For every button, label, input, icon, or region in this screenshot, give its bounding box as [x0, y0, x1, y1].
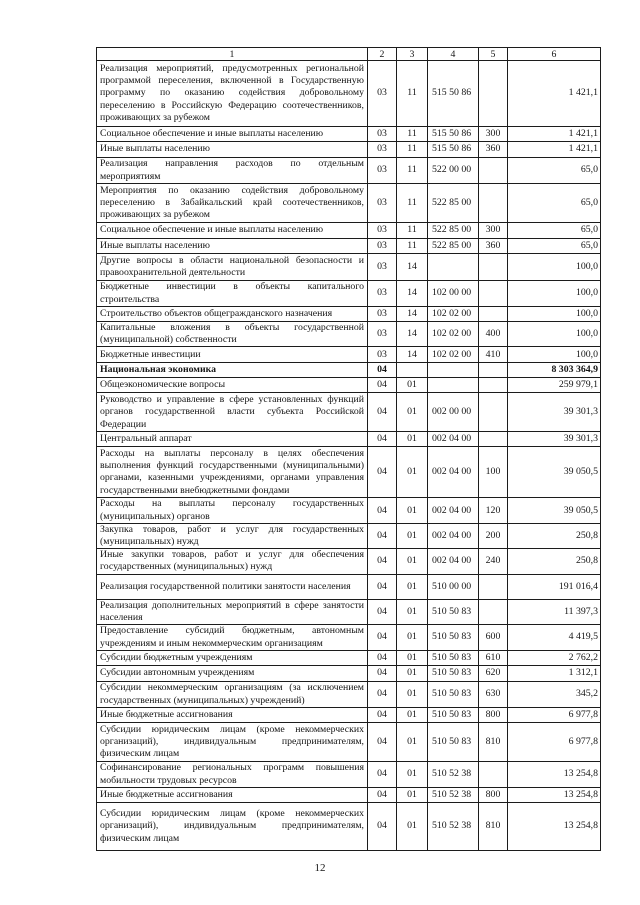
- row-section: 04: [368, 432, 397, 447]
- row-amount: 2 762,2: [508, 651, 601, 666]
- row-description: Иные бюджетные ассигнования: [97, 708, 368, 723]
- row-amount: 1 421,1: [508, 142, 601, 158]
- row-amount: 39 050,5: [508, 447, 601, 498]
- row-description: Социальное обеспечение и иные выплаты населению: [97, 223, 368, 239]
- row-section: 03: [368, 223, 397, 239]
- row-subsection: 11: [397, 142, 428, 158]
- row-description: Мероприятия по оказанию содействия добровольному переселению в Забайкальский край соотечественников, проживающих за рубежом: [97, 184, 368, 223]
- row-section: 04: [368, 708, 397, 723]
- header-col-6: 6: [508, 48, 601, 61]
- row-section: 04: [368, 762, 397, 788]
- row-amount: 65,0: [508, 223, 601, 239]
- row-target-article: 510 52 38: [428, 788, 479, 803]
- table-row: [97, 762, 601, 788]
- row-subsection: 14: [397, 307, 428, 322]
- row-amount: 1 312,1: [508, 666, 601, 682]
- table-row: [97, 239, 601, 254]
- row-description: Расходы на выплаты персоналу в целях обеспечения выполнения функций государственными (муниципальными) органами, казенными учреждениями, органами управления государственными внебюджетными фондами: [97, 447, 368, 498]
- row-amount: 259 979,1: [508, 378, 601, 393]
- row-section: 04: [368, 723, 397, 762]
- row-section: 03: [368, 322, 397, 347]
- row-expense-type: [479, 762, 508, 788]
- row-description: Предоставление субсидий бюджетным, автономным учреждениям и иным некоммерческим организациям: [97, 625, 368, 651]
- row-amount: 100,0: [508, 322, 601, 347]
- row-target-article: 102 02 00: [428, 322, 479, 347]
- row-expense-type: [479, 184, 508, 223]
- table-row: [97, 127, 601, 142]
- row-expense-type: 200: [479, 523, 508, 548]
- row-expense-type: [479, 363, 508, 378]
- row-section: 04: [368, 393, 397, 432]
- row-expense-type: 120: [479, 498, 508, 523]
- row-amount: 13 254,8: [508, 803, 601, 851]
- row-subsection: [397, 363, 428, 378]
- row-target-article: 510 50 83: [428, 625, 479, 651]
- row-target-article: 510 50 83: [428, 666, 479, 682]
- row-description: Реализация государственной политики занятости населения: [97, 574, 368, 599]
- row-subsection: 14: [397, 281, 428, 307]
- row-description: Субсидии бюджетным учреждениям: [97, 651, 368, 666]
- row-subsection: 14: [397, 347, 428, 363]
- header-col-4: 4: [428, 48, 479, 61]
- row-section: 04: [368, 599, 397, 624]
- row-section: 04: [368, 498, 397, 523]
- row-target-article: 515 50 86: [428, 61, 479, 127]
- row-target-article: 522 85 00: [428, 184, 479, 223]
- row-description: Реализация дополнительных мероприятий в сфере занятости населения: [97, 599, 368, 624]
- row-subsection: 01: [397, 803, 428, 851]
- row-description: Иные бюджетные ассигнования: [97, 788, 368, 803]
- table-row: [97, 447, 601, 498]
- row-subsection: 01: [397, 574, 428, 599]
- row-description: Расходы на выплаты персоналу государственных (муниципальных) органов: [97, 498, 368, 523]
- row-amount: 11 397,3: [508, 599, 601, 624]
- table-row: [97, 625, 601, 651]
- row-target-article: 522 85 00: [428, 223, 479, 239]
- row-amount: 4 419,5: [508, 625, 601, 651]
- row-description: Софинансирование региональных программ повышения мобильности трудовых ресурсов: [97, 762, 368, 788]
- table-row: [97, 574, 601, 599]
- row-description: Субсидии некоммерческим организациям (за исключением государственных (муниципальных) учреждений): [97, 682, 368, 708]
- row-section: 04: [368, 803, 397, 851]
- row-amount: 100,0: [508, 347, 601, 363]
- row-description: Реализация мероприятий, предусмотренных региональной программой переселения, включенной в Государственную программу по оказанию содействия добровольному переселению в Российскую Федерацию соотечественников, проживающих за рубежом: [97, 61, 368, 127]
- row-target-article: 002 04 00: [428, 432, 479, 447]
- row-target-article: 002 04 00: [428, 523, 479, 548]
- row-description: Реализация направления расходов по отдельным мероприятиям: [97, 158, 368, 184]
- row-amount: 100,0: [508, 307, 601, 322]
- row-expense-type: 410: [479, 347, 508, 363]
- row-subsection: 11: [397, 223, 428, 239]
- row-amount: 39 050,5: [508, 498, 601, 523]
- row-target-article: 102 02 00: [428, 347, 479, 363]
- row-description: Субсидии автономным учреждениям: [97, 666, 368, 682]
- row-amount: 65,0: [508, 158, 601, 184]
- row-description: Строительство объектов общегражданского назначения: [97, 307, 368, 322]
- row-expense-type: [479, 378, 508, 393]
- budget-table: [96, 47, 601, 851]
- row-section: 04: [368, 574, 397, 599]
- row-subsection: 01: [397, 708, 428, 723]
- row-amount: 39 301,3: [508, 432, 601, 447]
- row-subsection: 01: [397, 447, 428, 498]
- row-description: Закупка товаров, работ и услуг для государственных (муниципальных) нужд: [97, 523, 368, 548]
- table-row: [97, 599, 601, 624]
- table-row: [97, 254, 601, 281]
- header-col-2: 2: [368, 48, 397, 61]
- row-subsection: 01: [397, 393, 428, 432]
- row-expense-type: [479, 158, 508, 184]
- table-row: [97, 281, 601, 307]
- table-row: [97, 347, 601, 363]
- row-amount: 1 421,1: [508, 127, 601, 142]
- row-target-article: 510 00 00: [428, 574, 479, 599]
- row-section: 04: [368, 682, 397, 708]
- row-section: 04: [368, 666, 397, 682]
- row-target-article: 510 50 83: [428, 723, 479, 762]
- row-target-article: 515 50 86: [428, 142, 479, 158]
- row-section: 03: [368, 347, 397, 363]
- row-expense-type: 810: [479, 803, 508, 851]
- row-subsection: 01: [397, 723, 428, 762]
- row-expense-type: [479, 574, 508, 599]
- row-expense-type: 610: [479, 651, 508, 666]
- row-subsection: 01: [397, 651, 428, 666]
- row-expense-type: [479, 61, 508, 127]
- row-subsection: 11: [397, 239, 428, 254]
- row-subsection: 01: [397, 682, 428, 708]
- header-col-1: 1: [97, 48, 368, 61]
- row-description: Субсидии юридическим лицам (кроме некоммерческих организаций), индивидуальным предпринимателям, физическим лицам: [97, 803, 368, 851]
- row-target-article: 510 50 83: [428, 599, 479, 624]
- row-expense-type: [479, 393, 508, 432]
- row-target-article: 510 52 38: [428, 762, 479, 788]
- row-expense-type: [479, 432, 508, 447]
- row-expense-type: 600: [479, 625, 508, 651]
- row-section: 03: [368, 127, 397, 142]
- row-amount: 6 977,8: [508, 708, 601, 723]
- row-section: 04: [368, 363, 397, 378]
- row-expense-type: 300: [479, 127, 508, 142]
- row-amount: 39 301,3: [508, 393, 601, 432]
- table-row: [97, 803, 601, 851]
- table-row: [97, 393, 601, 432]
- row-subsection: 11: [397, 184, 428, 223]
- row-amount: 250,8: [508, 549, 601, 574]
- table-row: [97, 708, 601, 723]
- row-section: 03: [368, 158, 397, 184]
- row-expense-type: [479, 307, 508, 322]
- row-section: 04: [368, 523, 397, 548]
- row-description: Иные выплаты населению: [97, 239, 368, 254]
- row-subsection: 11: [397, 61, 428, 127]
- row-section: 03: [368, 61, 397, 127]
- row-subsection: 01: [397, 625, 428, 651]
- row-amount: 65,0: [508, 184, 601, 223]
- row-expense-type: 400: [479, 322, 508, 347]
- table-row: [97, 307, 601, 322]
- table-row: [97, 223, 601, 239]
- row-subsection: 14: [397, 322, 428, 347]
- row-section: 03: [368, 184, 397, 223]
- row-amount: 6 977,8: [508, 723, 601, 762]
- table-row: [97, 432, 601, 447]
- row-subsection: 01: [397, 498, 428, 523]
- row-amount: 13 254,8: [508, 788, 601, 803]
- row-expense-type: 810: [479, 723, 508, 762]
- row-amount: 8 303 364,9: [508, 363, 601, 378]
- row-expense-type: 300: [479, 223, 508, 239]
- row-expense-type: 360: [479, 142, 508, 158]
- row-target-article: 510 52 38: [428, 803, 479, 851]
- row-subsection: 11: [397, 158, 428, 184]
- header-col-3: 3: [397, 48, 428, 61]
- table-row: [97, 158, 601, 184]
- row-subsection: 14: [397, 254, 428, 281]
- row-subsection: 01: [397, 523, 428, 548]
- row-section: 04: [368, 788, 397, 803]
- row-section: 04: [368, 625, 397, 651]
- row-target-article: 522 00 00: [428, 158, 479, 184]
- row-subsection: 01: [397, 549, 428, 574]
- table-row: [97, 322, 601, 347]
- row-description: Иные закупки товаров, работ и услуг для обеспечения государственных (муниципальных) нужд: [97, 549, 368, 574]
- row-expense-type: [479, 281, 508, 307]
- row-section: 03: [368, 239, 397, 254]
- row-target-article: 522 85 00: [428, 239, 479, 254]
- row-description: Руководство и управление в сфере установленных функций органов государственной власти субъекта Российской Федерации: [97, 393, 368, 432]
- row-description: Социальное обеспечение и иные выплаты населению: [97, 127, 368, 142]
- row-target-article: 515 50 86: [428, 127, 479, 142]
- row-subsection: 01: [397, 378, 428, 393]
- row-target-article: [428, 254, 479, 281]
- row-expense-type: 800: [479, 708, 508, 723]
- row-expense-type: [479, 254, 508, 281]
- row-amount: 1 421,1: [508, 61, 601, 127]
- row-target-article: [428, 363, 479, 378]
- row-section: 04: [368, 549, 397, 574]
- row-expense-type: 800: [479, 788, 508, 803]
- row-description: Субсидии юридическим лицам (кроме некоммерческих организаций), индивидуальным предпринимателям, физическим лицам: [97, 723, 368, 762]
- row-amount: 345,2: [508, 682, 601, 708]
- row-subsection: 01: [397, 432, 428, 447]
- table-header-row: [97, 48, 601, 61]
- row-expense-type: 100: [479, 447, 508, 498]
- row-subsection: 01: [397, 788, 428, 803]
- row-target-article: [428, 378, 479, 393]
- row-section: 03: [368, 254, 397, 281]
- row-amount: 191 016,4: [508, 574, 601, 599]
- row-description: Иные выплаты населению: [97, 142, 368, 158]
- row-target-article: 102 00 00: [428, 281, 479, 307]
- row-amount: 13 254,8: [508, 762, 601, 788]
- page-number: 12: [314, 862, 326, 875]
- table-row: [97, 666, 601, 682]
- row-section: 03: [368, 307, 397, 322]
- row-expense-type: [479, 599, 508, 624]
- row-section: 03: [368, 142, 397, 158]
- table-row: [97, 682, 601, 708]
- table-row: [97, 184, 601, 223]
- row-section: 03: [368, 281, 397, 307]
- table-row: [97, 61, 601, 127]
- row-description: Национальная экономика: [97, 363, 368, 378]
- row-amount: 100,0: [508, 254, 601, 281]
- row-target-article: 002 00 00: [428, 393, 479, 432]
- row-description: Бюджетные инвестиции: [97, 347, 368, 363]
- row-target-article: 510 50 83: [428, 708, 479, 723]
- table-row: [97, 142, 601, 158]
- table-row: [97, 788, 601, 803]
- table-row: [97, 549, 601, 574]
- row-description: Капитальные вложения в объекты государственной (муниципальной) собственности: [97, 322, 368, 347]
- table-row: [97, 723, 601, 762]
- table-row: [97, 363, 601, 378]
- row-subsection: 01: [397, 599, 428, 624]
- row-subsection: 01: [397, 666, 428, 682]
- table-row: [97, 523, 601, 548]
- row-amount: 250,8: [508, 523, 601, 548]
- header-col-5: 5: [479, 48, 508, 61]
- row-description: Другие вопросы в области национальной безопасности и правоохранительной деятельности: [97, 254, 368, 281]
- table-row: [97, 498, 601, 523]
- row-amount: 100,0: [508, 281, 601, 307]
- row-target-article: 002 04 00: [428, 549, 479, 574]
- row-section: 04: [368, 378, 397, 393]
- table-row: [97, 651, 601, 666]
- row-description: Бюджетные инвестиции в объекты капитального строительства: [97, 281, 368, 307]
- row-section: 04: [368, 651, 397, 666]
- row-subsection: 11: [397, 127, 428, 142]
- row-target-article: 510 50 83: [428, 651, 479, 666]
- row-expense-type: 620: [479, 666, 508, 682]
- row-expense-type: 360: [479, 239, 508, 254]
- row-target-article: 102 02 00: [428, 307, 479, 322]
- row-section: 04: [368, 447, 397, 498]
- row-subsection: 01: [397, 762, 428, 788]
- row-description: Центральный аппарат: [97, 432, 368, 447]
- row-target-article: 002 04 00: [428, 447, 479, 498]
- row-expense-type: 240: [479, 549, 508, 574]
- row-description: Общеэкономические вопросы: [97, 378, 368, 393]
- table-row: [97, 378, 601, 393]
- row-expense-type: 630: [479, 682, 508, 708]
- row-target-article: 002 04 00: [428, 498, 479, 523]
- row-target-article: 510 50 83: [428, 682, 479, 708]
- row-amount: 65,0: [508, 239, 601, 254]
